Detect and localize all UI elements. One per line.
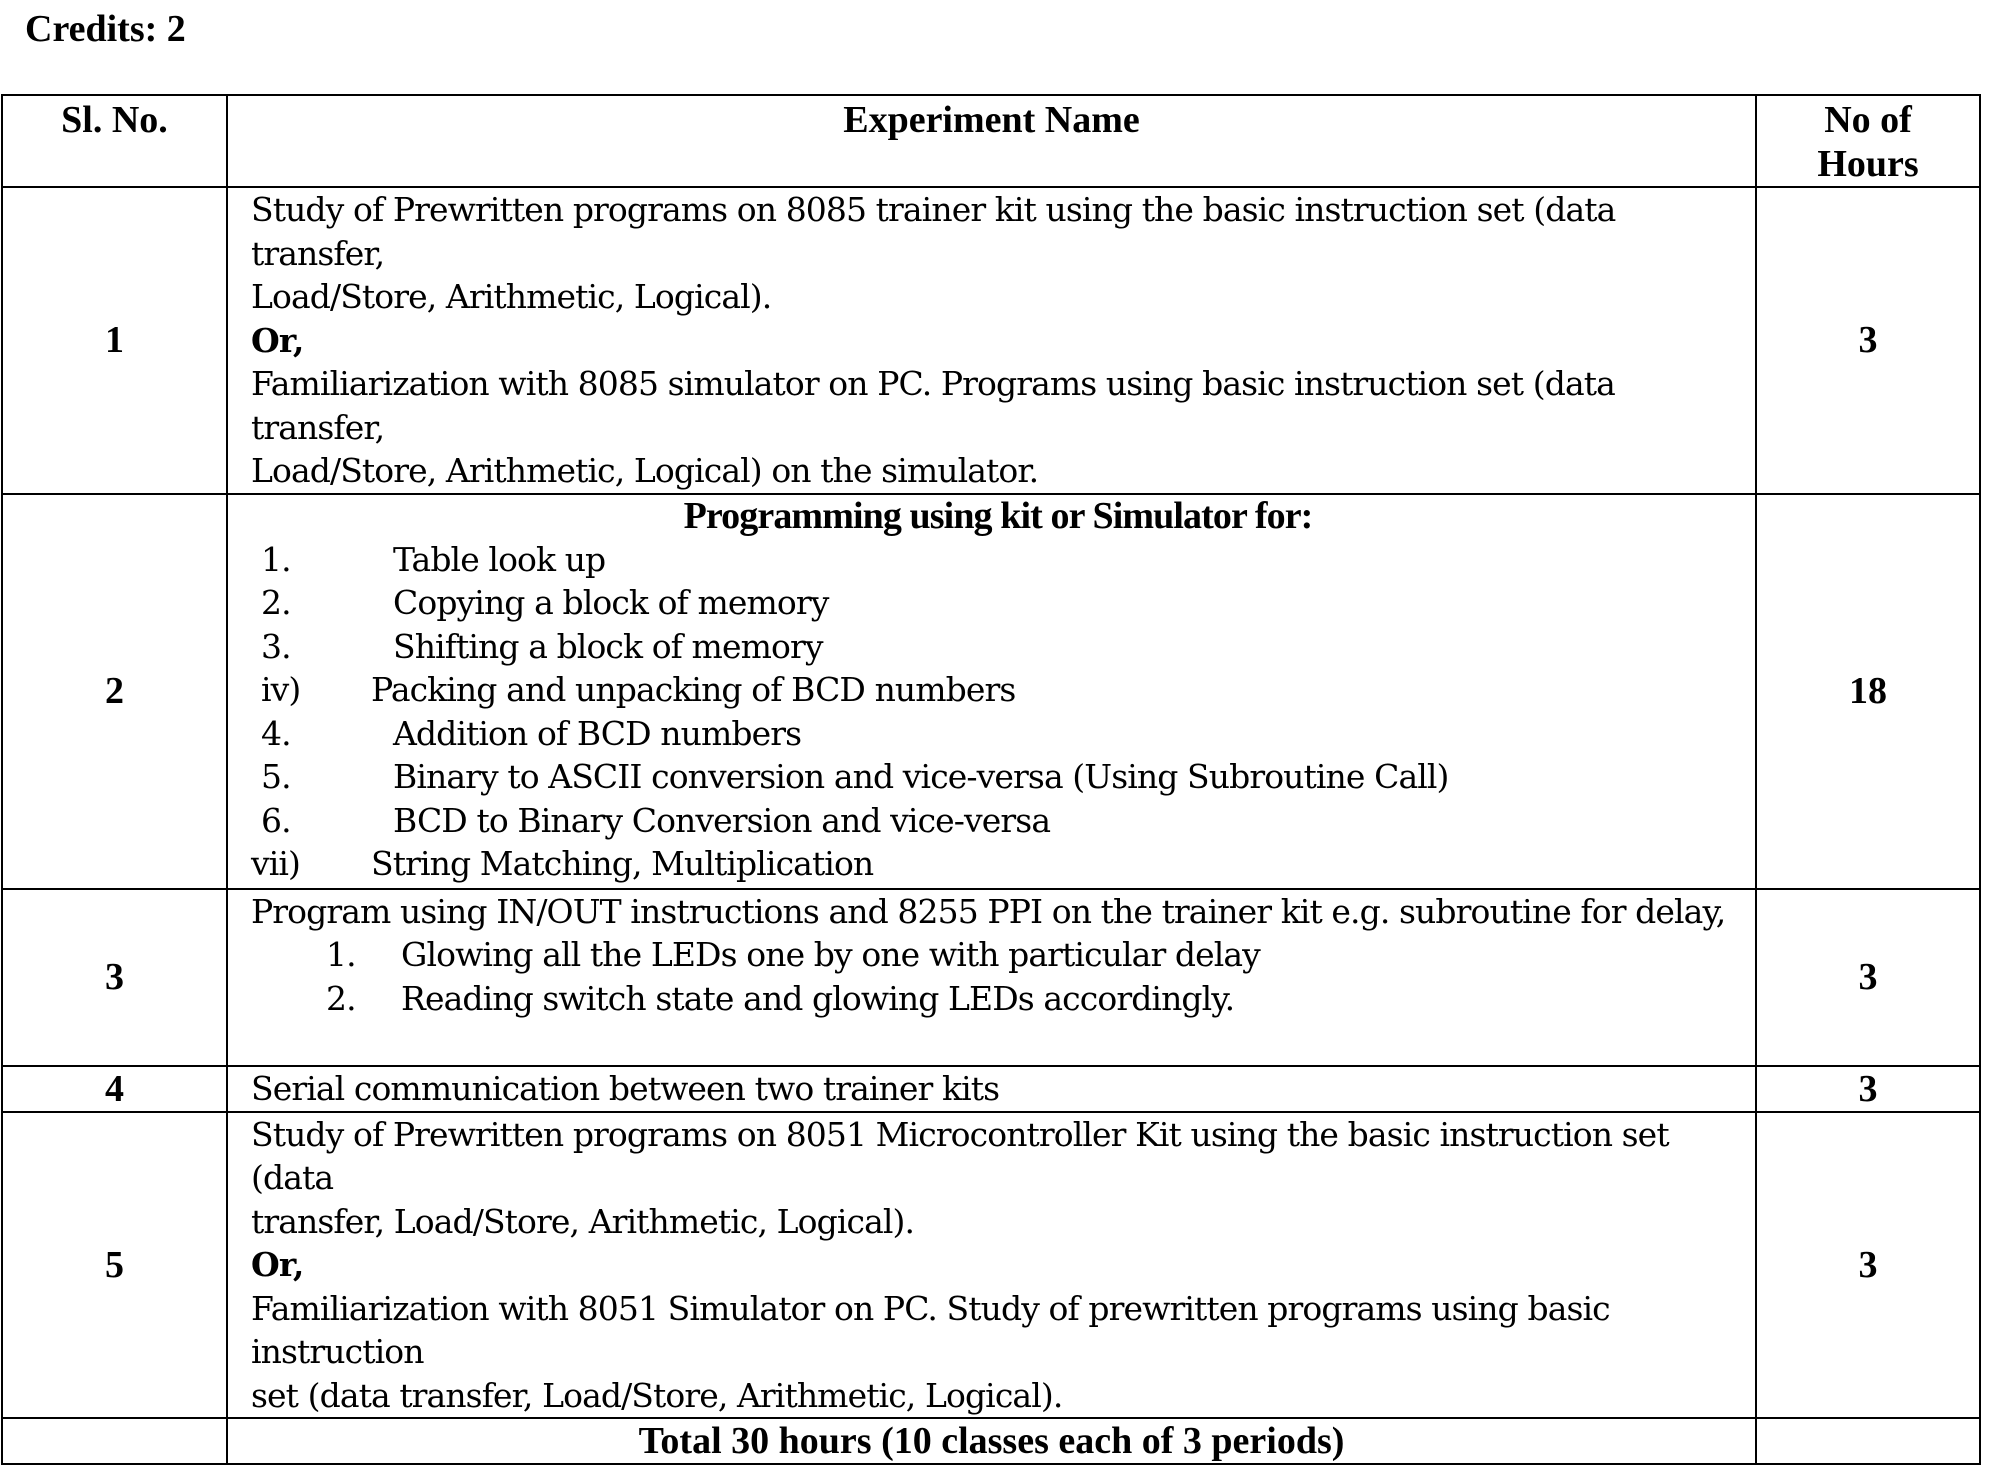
list-marker: 5. xyxy=(261,757,291,796)
list-item xyxy=(251,712,1745,756)
text-line: Serial communication between two trainer kits xyxy=(251,1068,1000,1108)
total-label: Total 30 hours (10 classes each of 3 periods) xyxy=(227,1418,1756,1464)
row-hours: 3 xyxy=(1756,1112,1980,1419)
text-line: Study of Prewritten programs on 8085 trainer kit using the basic instruction set (data transfer, xyxy=(251,190,1616,273)
table-total-row xyxy=(2,1418,1980,1464)
or-label: Or, xyxy=(251,320,304,360)
list-item-text: Copying a block of memory xyxy=(393,583,829,622)
table-row xyxy=(2,187,1980,494)
header-experiment-name: Experiment Name xyxy=(227,95,1756,187)
or-label: Or, xyxy=(251,1245,304,1284)
list-item xyxy=(251,933,1745,977)
table-row xyxy=(2,1112,1980,1419)
list-item xyxy=(251,581,1745,625)
row-sl-no: 1 xyxy=(2,187,227,494)
list-marker: vii) xyxy=(251,844,301,883)
section-heading: Programming using kit or Simulator for: xyxy=(683,494,1313,537)
row-hours: 3 xyxy=(1756,889,1980,1066)
text-line: Load/Store, Arithmetic, Logical) on the simulator. xyxy=(251,451,1039,490)
table-row xyxy=(2,889,1980,1066)
list-item-text: BCD to Binary Conversion and vice-versa xyxy=(393,800,1051,840)
table-row xyxy=(2,1066,1980,1112)
row-sl-no: 5 xyxy=(2,1112,227,1419)
list-item xyxy=(251,755,1745,799)
total-empty-cell xyxy=(2,1418,227,1464)
list-item xyxy=(251,842,1745,886)
list-marker: 4. xyxy=(261,713,291,753)
list-marker: 2. xyxy=(261,583,291,622)
list-item xyxy=(251,977,1745,1021)
header-sl-no: Sl. No. xyxy=(2,95,227,187)
list-item-text: Packing and unpacking of BCD numbers xyxy=(371,670,1016,709)
row-sl-no: 3 xyxy=(2,889,227,1066)
text-line: set (data transfer, Load/Store, Arithmetic, Logical). xyxy=(251,1375,1063,1415)
header-no-of-hours xyxy=(1756,95,1980,187)
list-marker: 2. xyxy=(326,978,356,1018)
row-hours: 3 xyxy=(1756,187,1980,494)
list-item-text: Shifting a block of memory xyxy=(393,626,823,666)
text-line: Familiarization with 8051 Simulator on PC. Study of prewritten programs using basic instruction xyxy=(251,1288,1610,1371)
list-item-text: Addition of BCD numbers xyxy=(393,713,802,753)
text-line: Program using IN/OUT instructions and 8255 PPI on the trainer kit e.g. subroutine for delay, xyxy=(251,891,1726,931)
row-hours: 3 xyxy=(1756,1066,1980,1112)
experiment-cell xyxy=(227,1112,1756,1419)
header-hours-line1: No of xyxy=(1824,99,1912,141)
text-line: transfer, Load/Store, Arithmetic, Logical). xyxy=(251,1201,915,1241)
row-sl-no: 2 xyxy=(2,494,227,889)
list-item xyxy=(251,799,1745,843)
text-line: Study of Prewritten programs on 8051 Microcontroller Kit using the basic instruction set (data xyxy=(251,1114,1669,1197)
row-sl-no: 4 xyxy=(2,1066,227,1112)
list-item xyxy=(251,538,1745,582)
list-marker: iv) xyxy=(261,670,301,709)
text-line: Familiarization with 8085 simulator on PC. Programs using basic instruction set (data transfer, xyxy=(251,364,1615,447)
table-header-row xyxy=(2,95,1980,187)
credits-label: Credits: 2 xyxy=(25,8,186,50)
list-marker: 6. xyxy=(261,800,291,840)
list-item xyxy=(251,668,1745,712)
list-item xyxy=(251,625,1745,669)
experiment-cell xyxy=(227,889,1756,1066)
row-hours: 18 xyxy=(1756,494,1980,889)
list-marker: 1. xyxy=(261,539,291,579)
total-empty-cell xyxy=(1756,1418,1980,1464)
experiment-cell xyxy=(227,494,1756,889)
list-item-text: Table look up xyxy=(393,539,606,579)
list-item-text: Binary to ASCII conversion and vice-versa (Using Subroutine Call) xyxy=(393,757,1449,796)
experiment-cell xyxy=(227,187,1756,494)
list-marker: 1. xyxy=(326,935,356,974)
table-row xyxy=(2,494,1980,889)
list-item-text: Glowing all the LEDs one by one with particular delay xyxy=(401,935,1260,974)
header-hours-line2: Hours xyxy=(1817,143,1919,185)
list-item-text: Reading switch state and glowing LEDs accordingly. xyxy=(401,978,1235,1018)
experiment-table xyxy=(1,94,1981,1465)
list-item-text: String Matching, Multiplication xyxy=(371,844,874,883)
experiment-cell xyxy=(227,1066,1756,1112)
list-marker: 3. xyxy=(261,626,291,666)
text-line: Load/Store, Arithmetic, Logical). xyxy=(251,277,772,316)
